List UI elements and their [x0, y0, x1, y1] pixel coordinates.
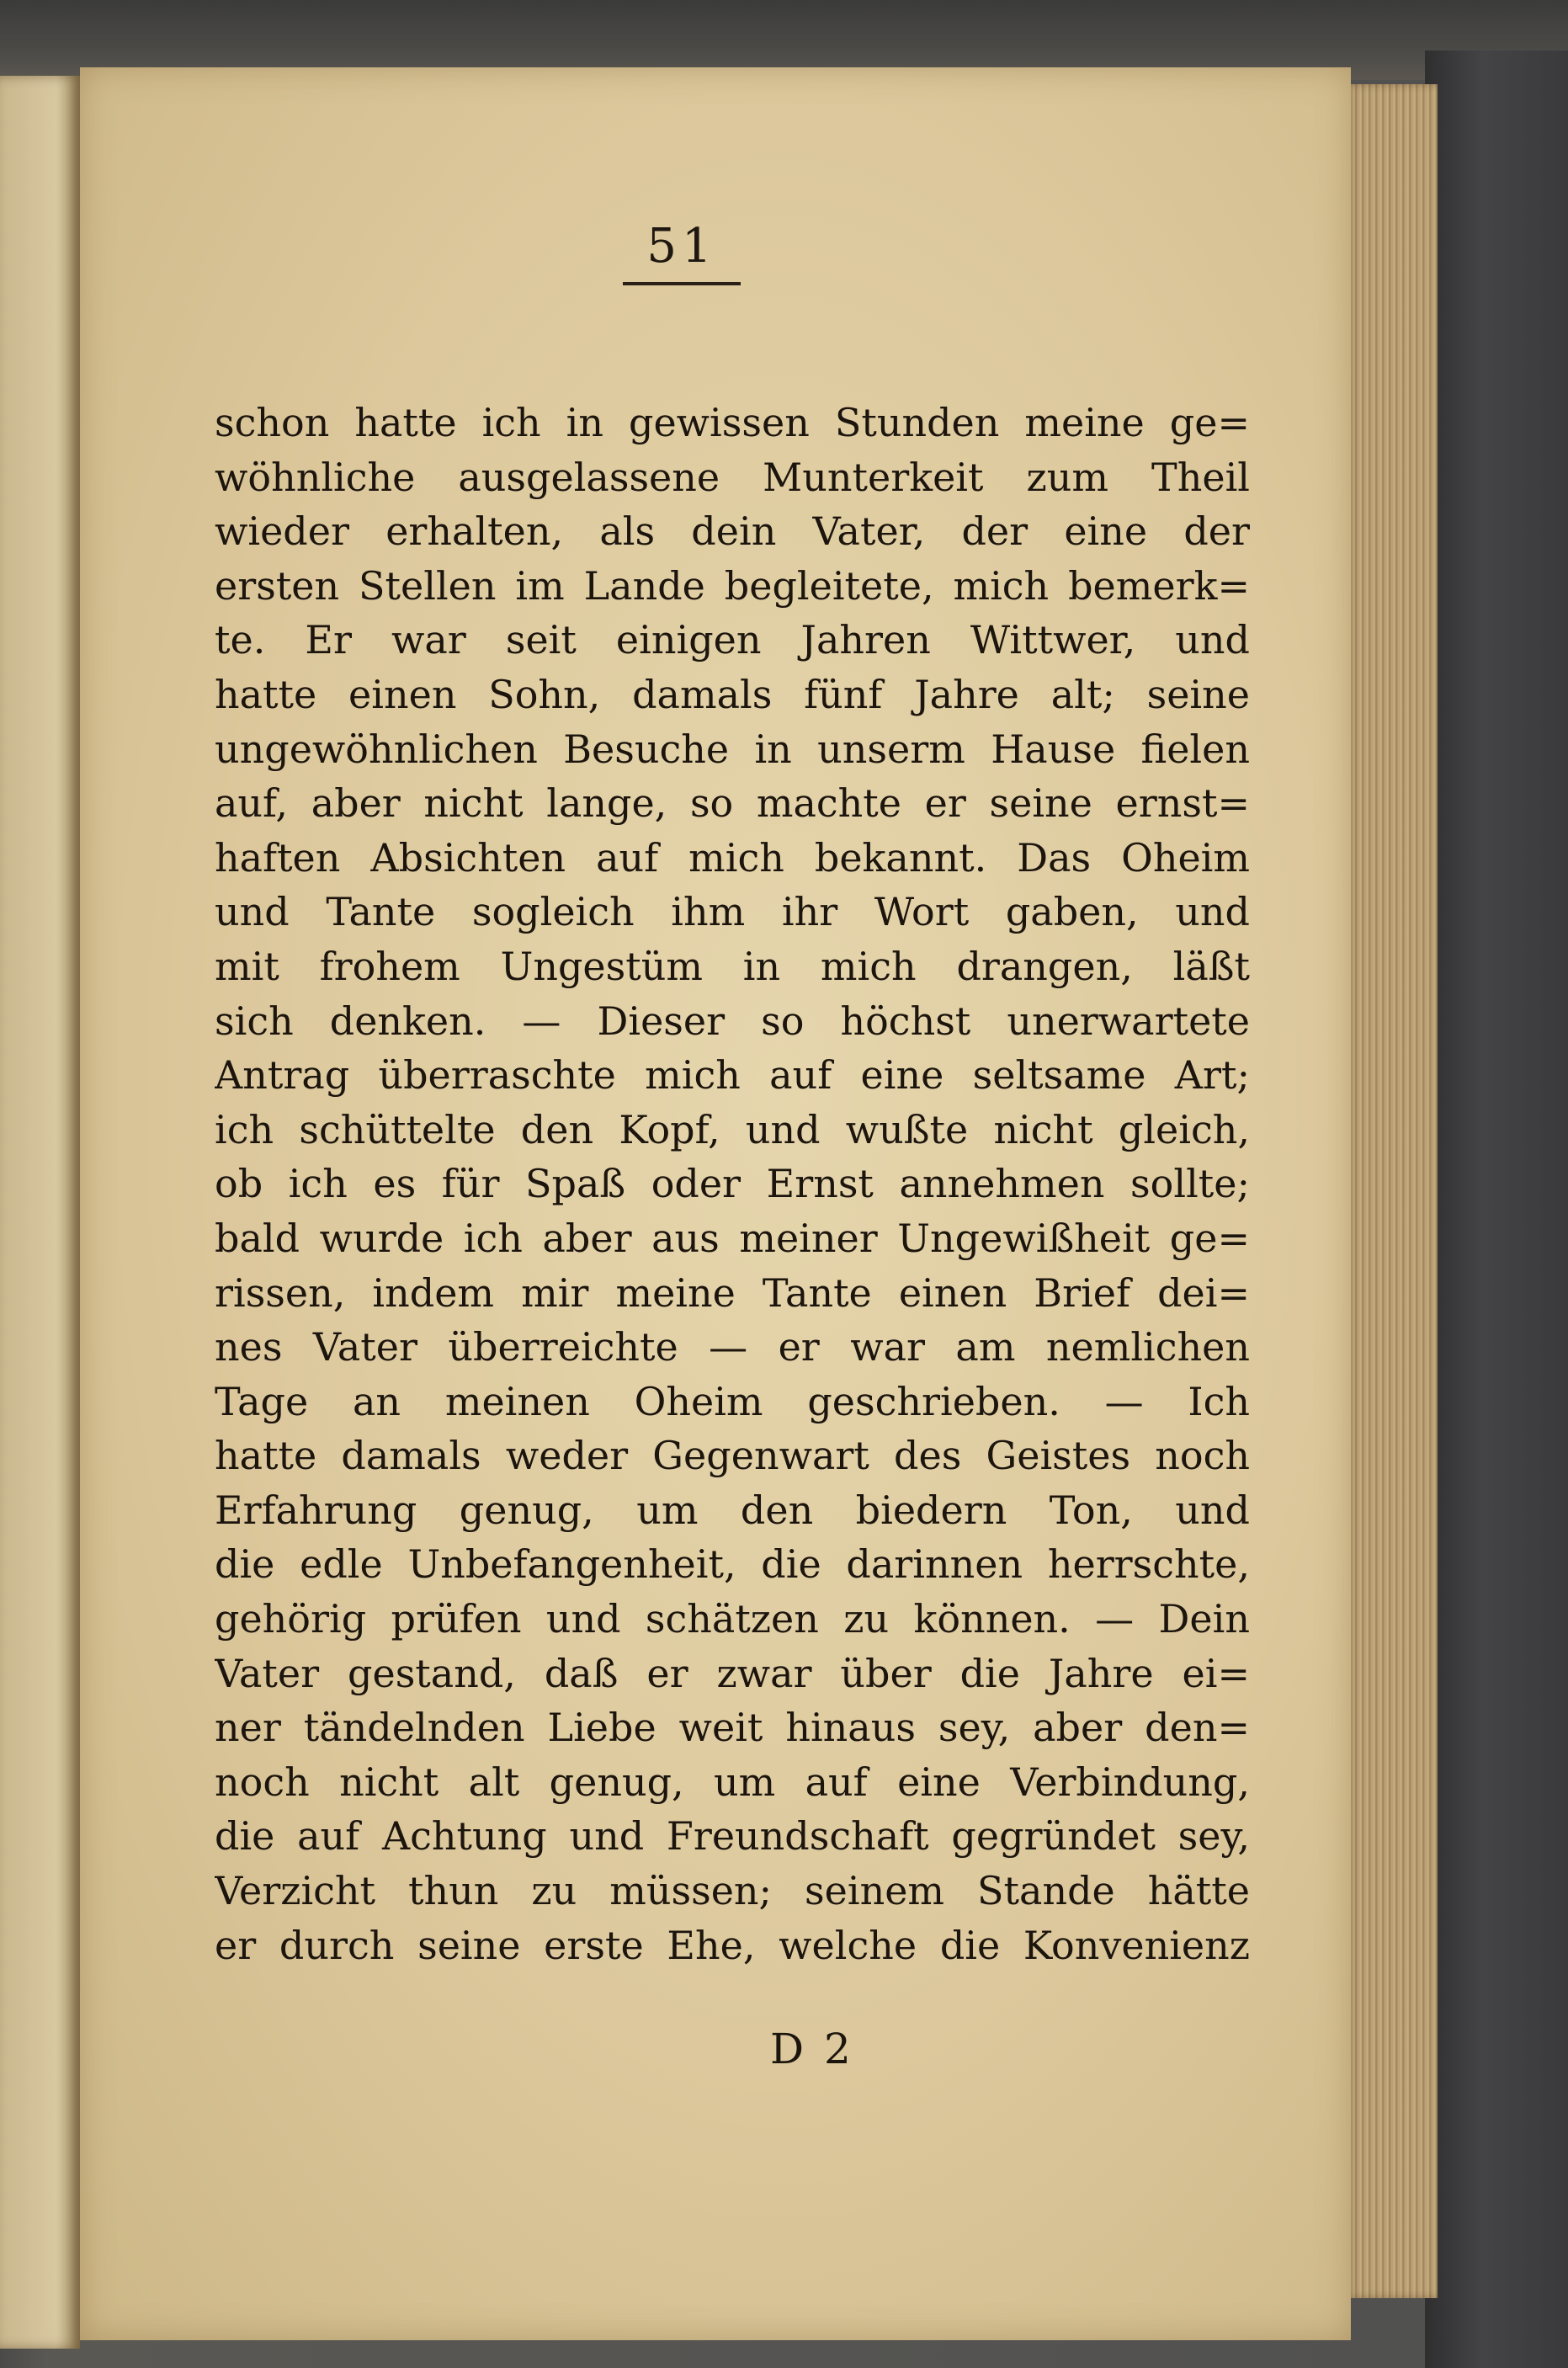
text-line: Verzicht thun zu müssen; seinem Stande hätte — [215, 1868, 1250, 1914]
printer-signature-mark: D 2 — [770, 2025, 854, 2073]
text-line: sich denken. — Dieser so höchst unerwartete — [215, 998, 1250, 1044]
text-line: noch nicht alt genug, um auf eine Verbindung, — [215, 1759, 1250, 1805]
text-line: bald wurde ich aber aus meiner Ungewißheit ge= — [215, 1215, 1250, 1261]
text-line: er durch seine erste Ehe, welche die Konvenienz — [215, 1922, 1250, 1968]
text-line: Antrag überraschte mich auf eine seltsame Art; — [215, 1052, 1250, 1099]
text-line: ungewöhnlichen Besuche in unserm Hause fielen — [215, 726, 1250, 772]
page-body-text — [215, 396, 1250, 2079]
book-cover-board — [1425, 51, 1568, 2368]
text-line: ner tändelnden Liebe weit hinaus sey, aber den= — [215, 1705, 1250, 1751]
text-line: rissen, indem mir meine Tante einen Brief dei= — [215, 1269, 1250, 1316]
page-header — [80, 219, 1351, 285]
text-line: auf, aber nicht lange, so machte er seine ernst= — [215, 780, 1250, 827]
text-line: Vater gestand, daß er zwar über die Jahre ei= — [215, 1650, 1250, 1696]
text-line: wöhnliche ausgelassene Munterkeit zum Theil — [215, 454, 1250, 500]
page-stack-edges — [1345, 84, 1438, 2298]
text-line: gehörig prüfen und schätzen zu können. — Dein — [215, 1596, 1250, 1642]
text-line: nes Vater überreichte — er war am nemlichen — [215, 1324, 1250, 1370]
text-line: Erfahrung genug, um den biedern Ton, und — [215, 1487, 1250, 1533]
text-line: und Tante sogleich ihm ihr Wort gaben, und — [215, 889, 1250, 935]
text-line: ich schüttelte den Kopf, und wußte nicht gleich, — [215, 1106, 1250, 1152]
text-line: mit frohem Ungestüm in mich drangen, läßt — [215, 943, 1250, 989]
text-line: hatte damals weder Gegenwart des Geistes noch — [215, 1433, 1250, 1479]
text-line: schon hatte ich in gewissen Stunden meine ge= — [215, 400, 1250, 445]
text-line: die edle Unbefangenheit, die darinnen herrschte, — [215, 1541, 1250, 1588]
text-line: haften Absichten auf mich bekannt. Das Oheim — [215, 834, 1250, 881]
text-line: wieder erhalten, als dein Vater, der eine der — [215, 508, 1250, 555]
text-line: ersten Stellen im Lande begleitete, mich bemerk= — [215, 562, 1250, 609]
text-line: hatte einen Sohn, damals fünf Jahre alt; seine — [215, 671, 1250, 717]
text-line: Tage an meinen Oheim geschrieben. — Ich — [215, 1378, 1250, 1424]
text-line: te. Er war seit einigen Jahren Wittwer, und — [215, 617, 1250, 663]
book-page — [80, 67, 1351, 2340]
page-number: 51 — [623, 219, 740, 285]
text-line: ob ich es für Spaß oder Ernst annehmen sollte; — [215, 1161, 1250, 1207]
facing-page-edge — [0, 76, 80, 2349]
text-line: die auf Achtung und Freundschaft gegründet sey, — [215, 1813, 1250, 1860]
